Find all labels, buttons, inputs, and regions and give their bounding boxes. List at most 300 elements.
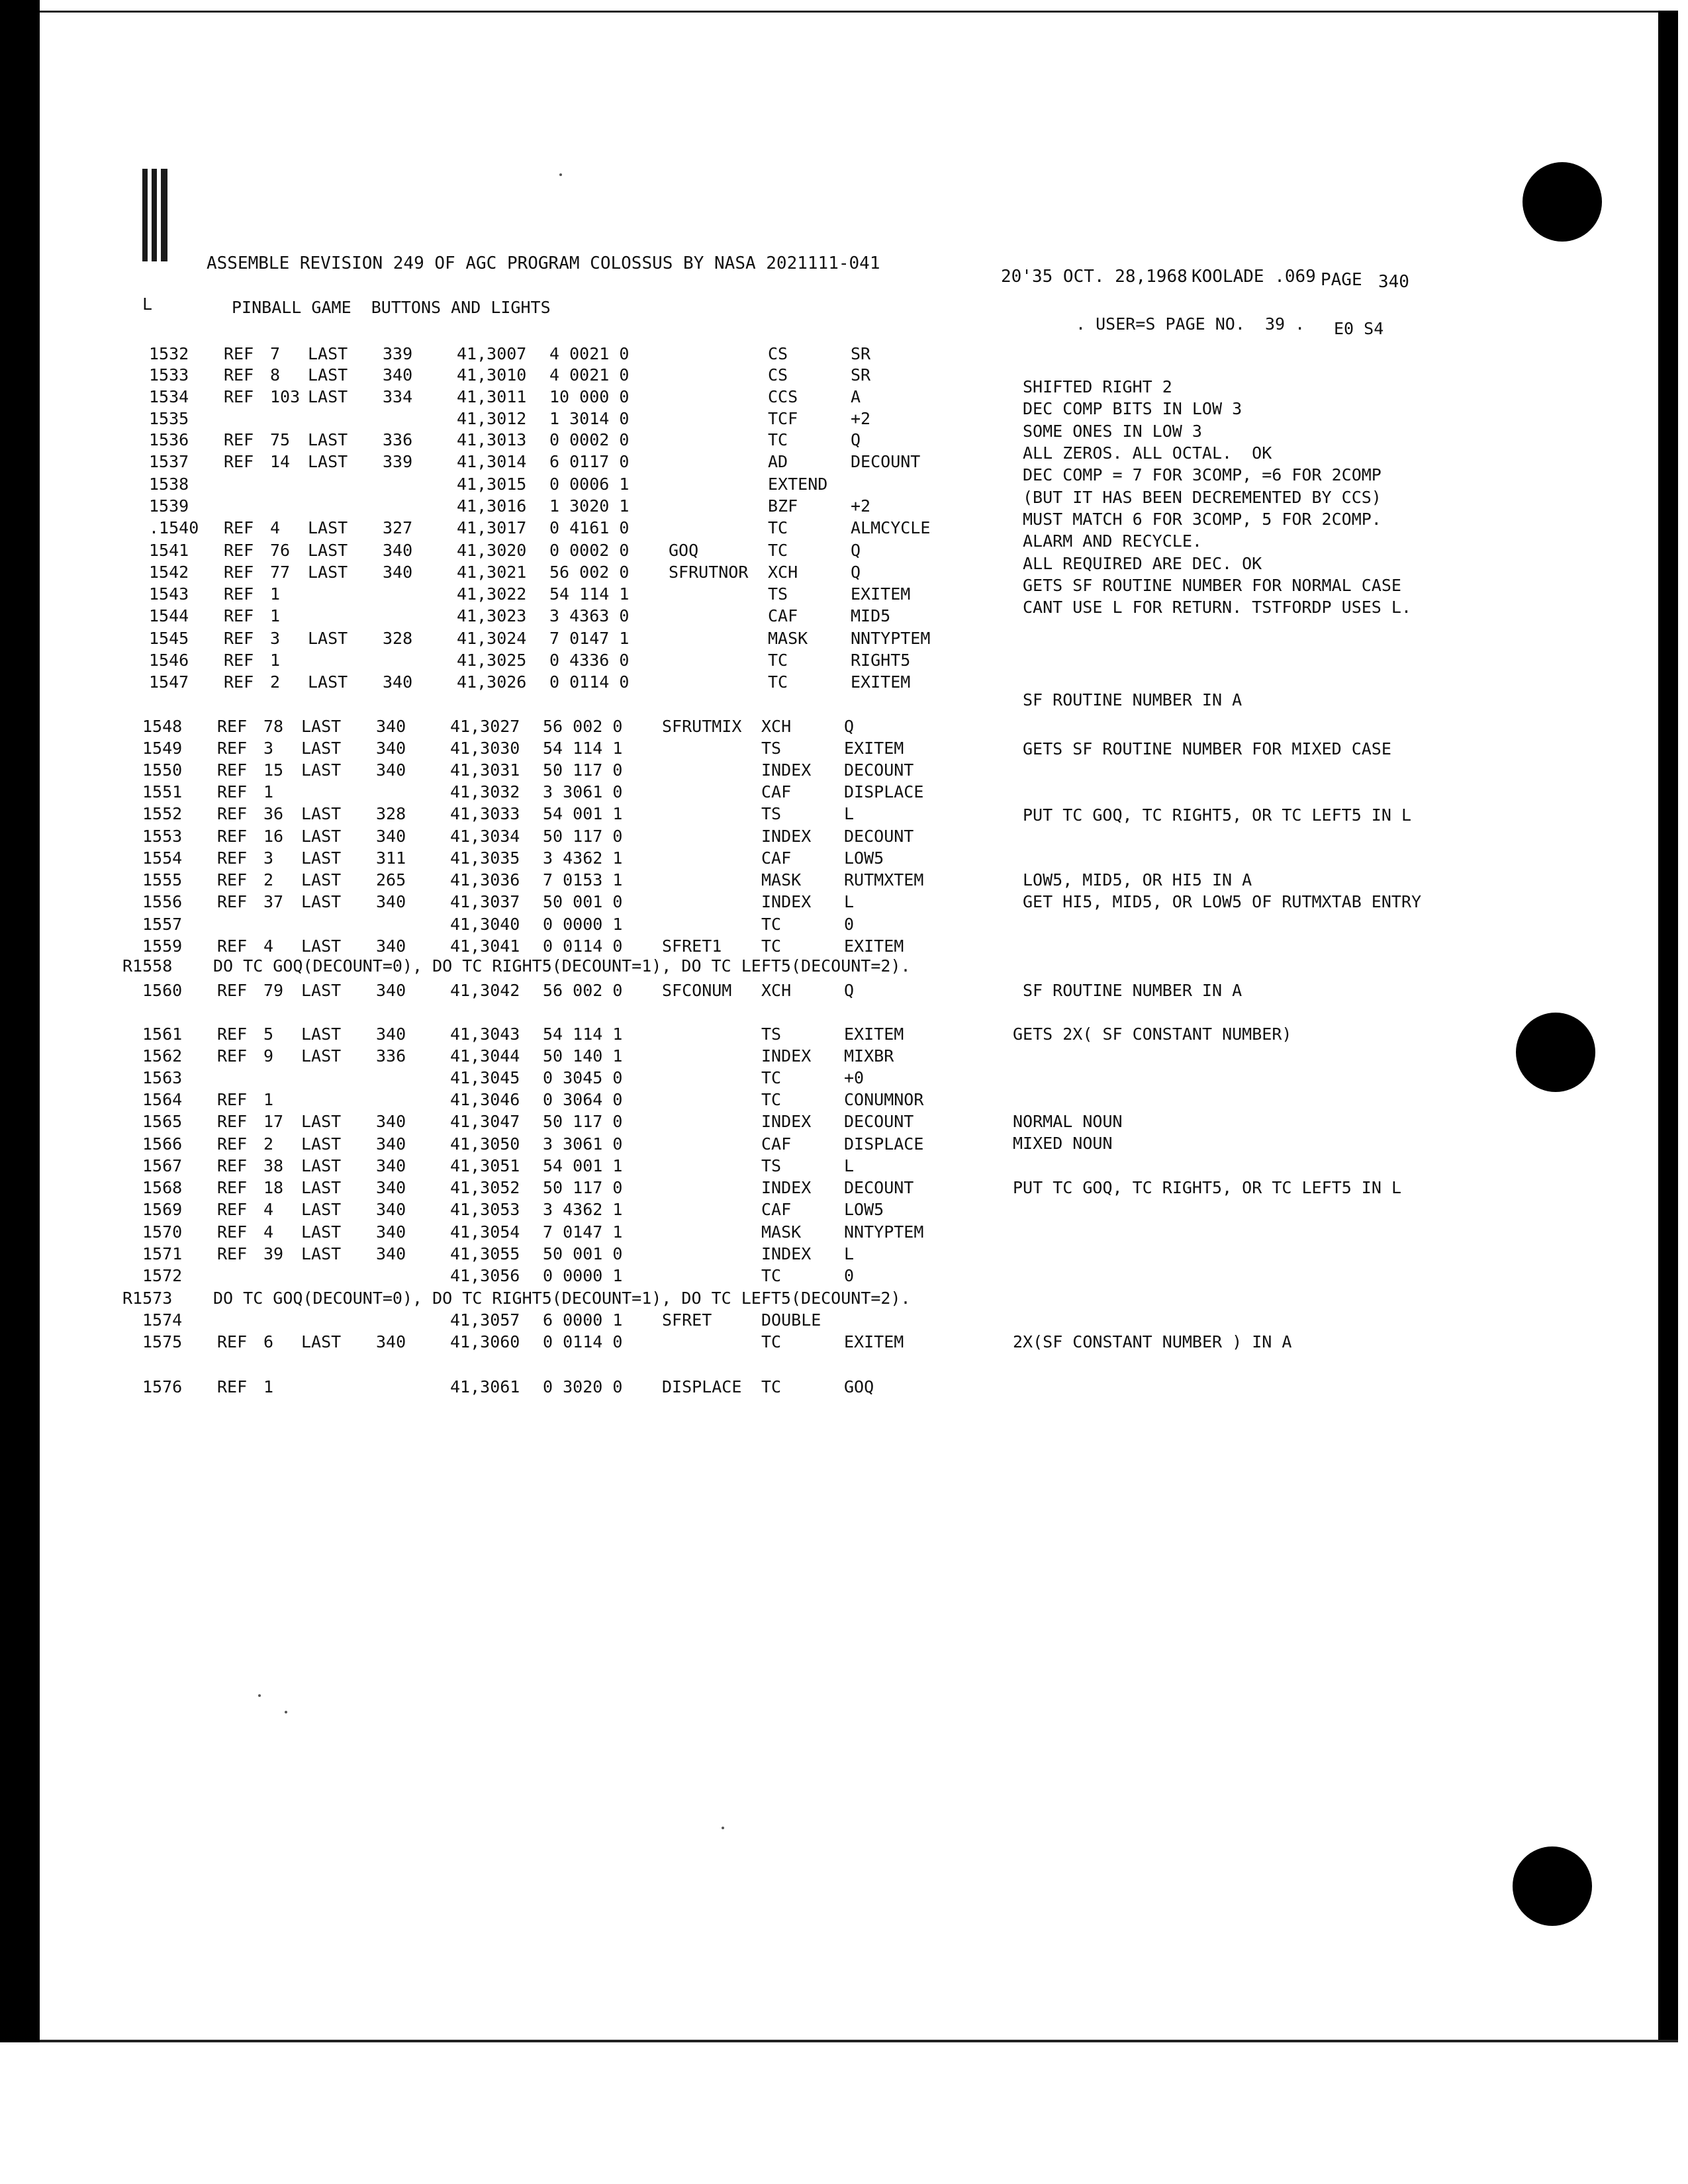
operand: RIGHT5 <box>851 651 911 670</box>
opcode: TC <box>761 1266 782 1285</box>
ref-count: 36 <box>263 804 284 823</box>
comment: CANT USE L FOR RETURN. TSTFORDP USES L. <box>1023 598 1411 617</box>
last-keyword: LAST <box>308 387 348 406</box>
operand: NNTYPTEM <box>851 629 931 648</box>
ref-count: 3 <box>270 629 281 648</box>
address: 41,3061 <box>450 1377 520 1396</box>
ref-count: 9 <box>263 1046 274 1066</box>
address: 41,3020 <box>457 541 527 560</box>
line-number: 1567 <box>142 1156 183 1175</box>
opcode: TS <box>761 1024 782 1044</box>
ref-keyword: REF <box>217 936 248 956</box>
octal-code: 6 0000 1 <box>543 1310 623 1330</box>
operand: DECOUNT <box>844 760 914 780</box>
ref-count: 103 <box>270 387 301 406</box>
last-page: 340 <box>376 1156 406 1175</box>
ref-keyword: REF <box>217 827 248 846</box>
octal-code: 0 0114 0 <box>543 936 623 956</box>
listing-title: ASSEMBLE REVISION 249 OF AGC PROGRAM COLOSSUS BY NASA 2021111-041 <box>207 253 880 273</box>
opcode: TC <box>761 915 782 934</box>
ref-count: 77 <box>270 563 291 582</box>
opcode: CAF <box>761 1200 792 1219</box>
comment: ALARM AND RECYCLE. <box>1023 531 1202 551</box>
ref-keyword: REF <box>224 452 254 471</box>
address: 41,3015 <box>457 475 527 494</box>
operand: Q <box>844 981 855 1000</box>
symbol-label: SFCONUM <box>662 981 732 1000</box>
last-page: 336 <box>383 430 413 449</box>
opcode: TS <box>768 584 788 604</box>
octal-code: 50 117 0 <box>543 760 623 780</box>
ref-count: 4 <box>263 1200 274 1219</box>
ref-count: 15 <box>263 760 284 780</box>
address: 41,3044 <box>450 1046 520 1066</box>
opcode: INDEX <box>761 1178 812 1197</box>
binding-mark <box>142 169 182 268</box>
last-page: 327 <box>383 518 413 537</box>
last-keyword: LAST <box>308 365 348 385</box>
opcode: TC <box>761 936 782 956</box>
last-page: 340 <box>376 760 406 780</box>
last-keyword: LAST <box>301 1134 342 1154</box>
last-page: 339 <box>383 452 413 471</box>
octal-code: 6 0117 0 <box>549 452 630 471</box>
remark-text: DO TC GOQ(DECOUNT=0), DO TC RIGHT5(DECOUNT=1), DO TC LEFT5(DECOUNT=2). <box>213 1289 911 1308</box>
octal-code: 3 4363 0 <box>549 606 630 625</box>
ref-keyword: REF <box>224 365 254 385</box>
ref-keyword: REF <box>217 1222 248 1242</box>
last-page: 265 <box>376 870 406 889</box>
opcode: INDEX <box>761 827 812 846</box>
octal-code: 3 4362 1 <box>543 1200 623 1219</box>
last-keyword: LAST <box>308 452 348 471</box>
opcode: TC <box>768 518 788 537</box>
operand: Q <box>844 717 855 736</box>
operand: L <box>844 892 855 911</box>
comment: ALL REQUIRED ARE DEC. OK <box>1023 554 1262 573</box>
line-number: 1548 <box>142 717 183 736</box>
section-marker: L <box>142 295 153 314</box>
symbol-label: GOQ <box>669 541 699 560</box>
opcode: MASK <box>761 1222 802 1242</box>
opcode: TC <box>761 1377 782 1396</box>
comment: MUST MATCH 6 FOR 3COMP, 5 FOR 2COMP. <box>1023 510 1382 529</box>
line-number: 1546 <box>149 651 189 670</box>
scan-speck <box>722 1827 724 1829</box>
operand: A <box>851 387 861 406</box>
ref-keyword: REF <box>217 892 248 911</box>
octal-code: 7 0153 1 <box>543 870 623 889</box>
ref-count: 18 <box>263 1178 284 1197</box>
octal-code: 54 114 1 <box>549 584 630 604</box>
last-keyword: LAST <box>301 981 342 1000</box>
ref-keyword: REF <box>217 1134 248 1154</box>
line-number: 1534 <box>149 387 189 406</box>
ref-keyword: REF <box>217 870 248 889</box>
line-number: 1556 <box>142 892 183 911</box>
address: 41,3007 <box>457 344 527 363</box>
ref-count: 16 <box>263 827 284 846</box>
opcode: EXTEND <box>768 475 828 494</box>
line-number: 1549 <box>142 739 183 758</box>
octal-code: 56 002 0 <box>549 563 630 582</box>
ref-keyword: REF <box>224 518 254 537</box>
opcode: INDEX <box>761 1112 812 1131</box>
last-page: 340 <box>376 892 406 911</box>
octal-code: 3 3061 0 <box>543 1134 623 1154</box>
line-number: 1532 <box>149 344 189 363</box>
ref-keyword: REF <box>217 760 248 780</box>
operand: DECOUNT <box>844 1112 914 1131</box>
octal-code: 50 140 1 <box>543 1046 623 1066</box>
symbol-label: DISPLACE <box>662 1377 742 1396</box>
opcode: DOUBLE <box>761 1310 821 1330</box>
operand: MID5 <box>851 606 891 625</box>
line-number: 1541 <box>149 541 189 560</box>
octal-code: 0 4161 0 <box>549 518 630 537</box>
operand: EXITEM <box>844 936 904 956</box>
address: 41,3010 <box>457 365 527 385</box>
address: 41,3022 <box>457 584 527 604</box>
opcode: MASK <box>768 629 808 648</box>
operand: CONUMNOR <box>844 1090 924 1109</box>
opcode: TS <box>761 739 782 758</box>
ref-count: 78 <box>263 717 284 736</box>
operand: Q <box>851 541 861 560</box>
last-page: 340 <box>376 1222 406 1242</box>
octal-code: 54 001 1 <box>543 804 623 823</box>
last-keyword: LAST <box>308 518 348 537</box>
address: 41,3054 <box>450 1222 520 1242</box>
address: 41,3050 <box>450 1134 520 1154</box>
operand: EXITEM <box>851 584 911 604</box>
octal-code: 0 0006 1 <box>549 475 630 494</box>
address: 41,3023 <box>457 606 527 625</box>
remark-number: R1573 <box>122 1289 173 1308</box>
last-keyword: LAST <box>301 1332 342 1351</box>
last-keyword: LAST <box>301 1156 342 1175</box>
last-page: 340 <box>376 936 406 956</box>
comment: (BUT IT HAS BEEN DECREMENTED BY CCS) <box>1023 488 1382 507</box>
remark-text: DO TC GOQ(DECOUNT=0), DO TC RIGHT5(DECOUNT=1), DO TC LEFT5(DECOUNT=2). <box>213 956 911 976</box>
address: 41,3043 <box>450 1024 520 1044</box>
opcode: XCH <box>768 563 798 582</box>
operand: EXITEM <box>844 1332 904 1351</box>
operand: EXITEM <box>851 672 911 692</box>
comment: 2X(SF CONSTANT NUMBER ) IN A <box>1013 1332 1292 1351</box>
comment: NORMAL NOUN <box>1013 1112 1123 1131</box>
opcode: TS <box>761 1156 782 1175</box>
opcode: TCF <box>768 409 798 428</box>
symbol-label: SFRUTMIX <box>662 717 742 736</box>
octal-code: 50 117 0 <box>543 1178 623 1197</box>
operand: DECOUNT <box>844 827 914 846</box>
last-page: 340 <box>383 672 413 692</box>
comment: PUT TC GOQ, TC RIGHT5, OR TC LEFT5 IN L <box>1023 805 1411 825</box>
operand: DISPLACE <box>844 1134 924 1154</box>
line-number: 1555 <box>142 870 183 889</box>
punch-hole-bottom <box>1513 1846 1592 1926</box>
opcode: TS <box>761 804 782 823</box>
octal-code: 4 0021 0 <box>549 365 630 385</box>
ref-count: 1 <box>270 584 281 604</box>
comment: GET HI5, MID5, OR LOW5 OF RUTMXTAB ENTRY <box>1023 892 1422 911</box>
opcode: INDEX <box>761 1244 812 1263</box>
address: 41,3060 <box>450 1332 520 1351</box>
line-number: 1561 <box>142 1024 183 1044</box>
operand: EXITEM <box>844 1024 904 1044</box>
address: 41,3030 <box>450 739 520 758</box>
last-keyword: LAST <box>301 717 342 736</box>
line-number: 1559 <box>142 936 183 956</box>
octal-code: 54 114 1 <box>543 739 623 758</box>
operand: SR <box>851 344 871 363</box>
last-page: 340 <box>376 1178 406 1197</box>
last-page: 328 <box>383 629 413 648</box>
address: 41,3025 <box>457 651 527 670</box>
ref-count: 2 <box>270 672 281 692</box>
ref-count: 2 <box>263 870 274 889</box>
line-number: 1544 <box>149 606 189 625</box>
ref-count: 39 <box>263 1244 284 1263</box>
last-page: 340 <box>376 1134 406 1154</box>
address: 41,3021 <box>457 563 527 582</box>
comment: SHIFTED RIGHT 2 <box>1023 377 1172 396</box>
last-keyword: LAST <box>301 936 342 956</box>
line-number: 1553 <box>142 827 183 846</box>
ref-keyword: REF <box>224 430 254 449</box>
address: 41,3036 <box>450 870 520 889</box>
scan-left-edge <box>0 0 40 2042</box>
ref-count: 1 <box>270 606 281 625</box>
section-title: PINBALL GAME BUTTONS AND LIGHTS <box>232 298 551 317</box>
last-keyword: LAST <box>301 1178 342 1197</box>
comment: ALL ZEROS. ALL OCTAL. OK <box>1023 443 1272 463</box>
octal-code: 0 4336 0 <box>549 651 630 670</box>
ref-keyword: REF <box>217 782 248 801</box>
ref-count: 17 <box>263 1112 284 1131</box>
comment: SF ROUTINE NUMBER IN A <box>1023 690 1243 709</box>
ref-count: 37 <box>263 892 284 911</box>
operand: L <box>844 1244 855 1263</box>
address: 41,3012 <box>457 409 527 428</box>
octal-code: 0 0002 0 <box>549 541 630 560</box>
operand: RUTMXTEM <box>844 870 924 889</box>
ref-keyword: REF <box>217 1112 248 1131</box>
ref-keyword: REF <box>224 344 254 363</box>
address: 41,3052 <box>450 1178 520 1197</box>
operand: DISPLACE <box>844 782 924 801</box>
operand: Q <box>851 430 861 449</box>
operand: Q <box>851 563 861 582</box>
last-page: 340 <box>376 717 406 736</box>
operand: ALMCYCLE <box>851 518 931 537</box>
address: 41,3046 <box>450 1090 520 1109</box>
ref-keyword: REF <box>224 629 254 648</box>
octal-code: 0 0114 0 <box>543 1332 623 1351</box>
comment: DEC COMP BITS IN LOW 3 <box>1023 399 1243 418</box>
last-keyword: LAST <box>301 1112 342 1131</box>
operand: L <box>844 804 855 823</box>
line-number: 1569 <box>142 1200 183 1219</box>
ref-count: 4 <box>270 518 281 537</box>
ref-keyword: REF <box>217 848 248 868</box>
operand: EXITEM <box>844 739 904 758</box>
last-keyword: LAST <box>301 848 342 868</box>
octal-code: 4 0021 0 <box>549 344 630 363</box>
line-number: 1547 <box>149 672 189 692</box>
opcode: CCS <box>768 387 798 406</box>
ref-count: 2 <box>263 1134 274 1154</box>
line-number: 1568 <box>142 1178 183 1197</box>
comment: LOW5, MID5, OR HI5 IN A <box>1023 870 1252 889</box>
last-page: 340 <box>376 1332 406 1351</box>
opcode: AD <box>768 452 788 471</box>
opcode: CS <box>768 344 788 363</box>
line-number: 1542 <box>149 563 189 582</box>
octal-code: 0 0000 1 <box>543 1266 623 1285</box>
ref-count: 1 <box>263 782 274 801</box>
last-keyword: LAST <box>308 629 348 648</box>
operand: +2 <box>851 409 871 428</box>
ref-keyword: REF <box>217 1156 248 1175</box>
last-page: 334 <box>383 387 413 406</box>
opcode: TC <box>761 1090 782 1109</box>
ref-count: 7 <box>270 344 281 363</box>
opcode: XCH <box>761 981 792 1000</box>
ref-count: 38 <box>263 1156 284 1175</box>
octal-code: 50 117 0 <box>543 827 623 846</box>
line-number: 1560 <box>142 981 183 1000</box>
line-number: 1575 <box>142 1332 183 1351</box>
octal-code: 50 001 0 <box>543 1244 623 1263</box>
ref-keyword: REF <box>217 804 248 823</box>
address: 41,3042 <box>450 981 520 1000</box>
last-keyword: LAST <box>308 563 348 582</box>
octal-code: 0 0000 1 <box>543 915 623 934</box>
address: 41,3034 <box>450 827 520 846</box>
opcode: CAF <box>761 1134 792 1154</box>
line-number: 1545 <box>149 629 189 648</box>
opcode: INDEX <box>761 760 812 780</box>
ref-keyword: REF <box>217 1178 248 1197</box>
last-page: 340 <box>376 739 406 758</box>
opcode: INDEX <box>761 892 812 911</box>
last-page: 340 <box>383 563 413 582</box>
ref-count: 4 <box>263 1222 274 1242</box>
last-keyword: LAST <box>308 430 348 449</box>
address: 41,3013 <box>457 430 527 449</box>
address: 41,3051 <box>450 1156 520 1175</box>
address: 41,3040 <box>450 915 520 934</box>
address: 41,3047 <box>450 1112 520 1131</box>
address: 41,3035 <box>450 848 520 868</box>
opcode: TC <box>761 1332 782 1351</box>
last-keyword: LAST <box>308 344 348 363</box>
comment: PUT TC GOQ, TC RIGHT5, OR TC LEFT5 IN L <box>1013 1178 1401 1197</box>
punch-hole-top <box>1523 162 1602 242</box>
ref-count: 1 <box>263 1377 274 1396</box>
line-number: 1539 <box>149 496 189 516</box>
comment: SF ROUTINE NUMBER IN A <box>1023 981 1243 1000</box>
line-number: 1563 <box>142 1068 183 1087</box>
opcode: CAF <box>768 606 798 625</box>
eo-marker: E0 S4 <box>1334 319 1384 338</box>
operand: DECOUNT <box>851 452 921 471</box>
scan-speck <box>258 1694 261 1697</box>
line-number: 1566 <box>142 1134 183 1154</box>
symbol-label: SFRUTNOR <box>669 563 749 582</box>
last-keyword: LAST <box>301 739 342 758</box>
line-number: 1565 <box>142 1112 183 1131</box>
last-page: 336 <box>376 1046 406 1066</box>
address: 41,3057 <box>450 1310 520 1330</box>
opcode: XCH <box>761 717 792 736</box>
ref-count: 14 <box>270 452 291 471</box>
address: 41,3024 <box>457 629 527 648</box>
last-page: 340 <box>376 1200 406 1219</box>
opcode: MASK <box>761 870 802 889</box>
comment: DEC COMP = 7 FOR 3COMP, =6 FOR 2COMP <box>1023 465 1382 484</box>
octal-code: 0 0002 0 <box>549 430 630 449</box>
line-number: 1562 <box>142 1046 183 1066</box>
opcode: CAF <box>761 782 792 801</box>
ref-count: 3 <box>263 739 274 758</box>
octal-code: 1 3014 0 <box>549 409 630 428</box>
octal-code: 7 0147 1 <box>549 629 630 648</box>
ref-count: 1 <box>270 651 281 670</box>
octal-code: 7 0147 1 <box>543 1222 623 1242</box>
operand: L <box>844 1156 855 1175</box>
ref-count: 1 <box>263 1090 274 1109</box>
line-number: 1554 <box>142 848 183 868</box>
last-page: 340 <box>376 1112 406 1131</box>
last-page: 340 <box>376 1244 406 1263</box>
ref-keyword: REF <box>217 1046 248 1066</box>
octal-code: 50 117 0 <box>543 1112 623 1131</box>
octal-code: 56 002 0 <box>543 981 623 1000</box>
line-number: 1533 <box>149 365 189 385</box>
last-keyword: LAST <box>301 1244 342 1263</box>
octal-code: 54 114 1 <box>543 1024 623 1044</box>
last-keyword: LAST <box>301 1222 342 1242</box>
ref-count: 6 <box>263 1332 274 1351</box>
line-number: 1543 <box>149 584 189 604</box>
ref-keyword: REF <box>224 651 254 670</box>
ref-count: 4 <box>263 936 274 956</box>
last-page: 311 <box>376 848 406 868</box>
opcode: CS <box>768 365 788 385</box>
operand: LOW5 <box>844 848 884 868</box>
line-number: 1550 <box>142 760 183 780</box>
last-page: 339 <box>383 344 413 363</box>
ref-count: 76 <box>270 541 291 560</box>
ref-keyword: REF <box>217 1332 248 1351</box>
line-number: 1564 <box>142 1090 183 1109</box>
address: 41,3041 <box>450 936 520 956</box>
octal-code: 0 0114 0 <box>549 672 630 692</box>
ref-keyword: REF <box>217 739 248 758</box>
ref-keyword: REF <box>217 981 248 1000</box>
line-number: 1557 <box>142 915 183 934</box>
line-number: 1572 <box>142 1266 183 1285</box>
listing-timestamp: 20'35 OCT. 28,1968 <box>1001 267 1188 287</box>
last-keyword: LAST <box>301 892 342 911</box>
last-page: 340 <box>376 981 406 1000</box>
last-keyword: LAST <box>301 870 342 889</box>
ref-count: 8 <box>270 365 281 385</box>
line-number: 1571 <box>142 1244 183 1263</box>
